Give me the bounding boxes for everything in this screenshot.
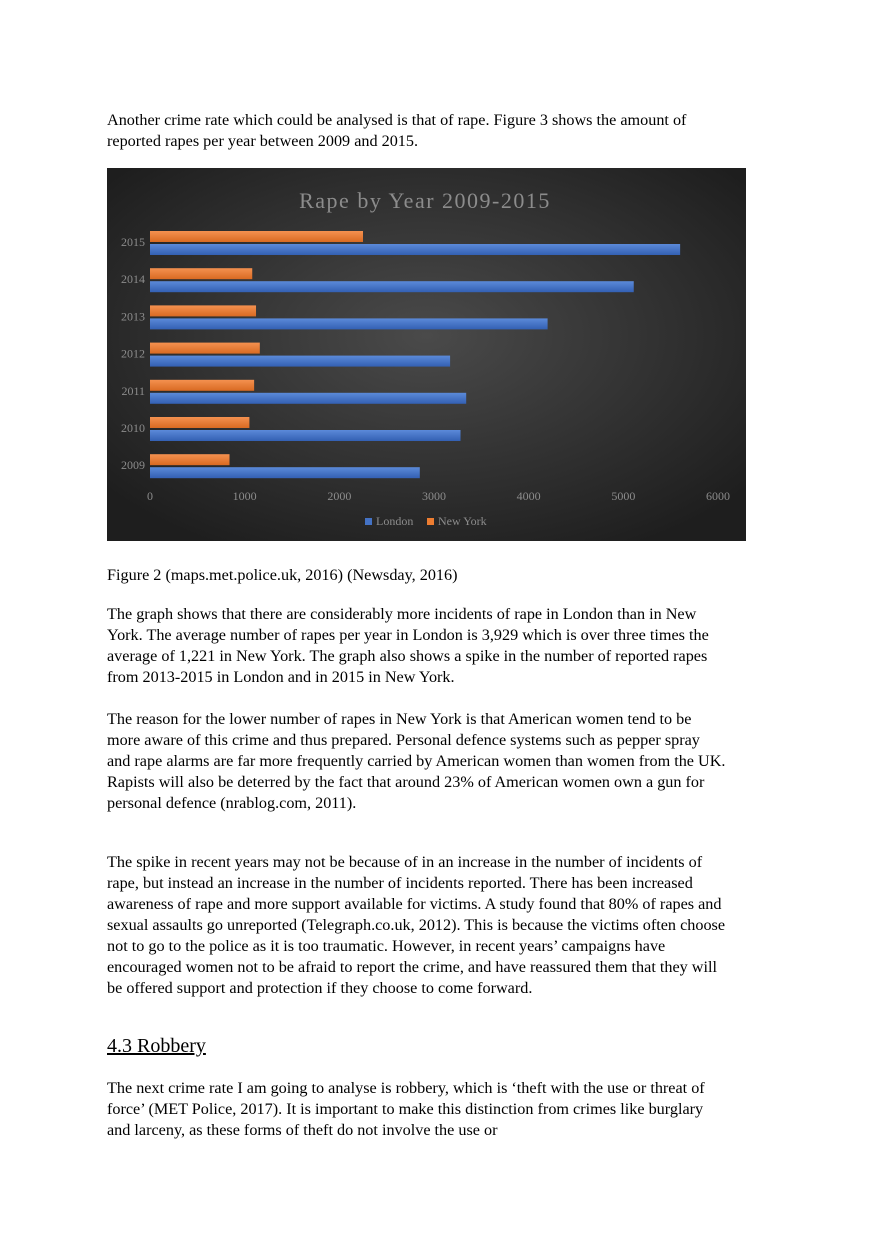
intro-paragraph: Another crime rate which could be analysed is that of rape. Figure 3 shows the amount of reported rapes per year between 2009 and 2015. <box>107 111 687 150</box>
section-heading-text: 4.3 Robbery <box>107 1035 206 1057</box>
bar-london-2012 <box>150 356 450 367</box>
analysis-paragraph-1: The graph shows that there are considerably more incidents of rape in London than in New York. The average number of rapes per year in London is 3,929 which is over three times the average of 1,221 in New York. The graph also shows a spike in the number of reported rapes from 2013-2015 in London and in 2015 in New York. <box>107 605 709 686</box>
bar-london-2015 <box>150 244 680 255</box>
bar-london-2014 <box>150 281 634 292</box>
x-tick-label: 5000 <box>611 489 636 503</box>
legend-label-london: London <box>376 514 414 528</box>
y-tick-label: 2014 <box>121 272 145 287</box>
bar-new-york-2009 <box>150 454 230 465</box>
robbery-paragraph: The next crime rate I am going to analyse is robbery, which is ‘theft with the use or threat of force’ (MET Police, 2017). It is important to make this distinction from crimes like burglary and larceny, as these forms of theft do not involve the use or <box>107 1079 705 1139</box>
legend-swatch-new-york <box>427 518 434 525</box>
bar-london-2009 <box>150 467 420 478</box>
analysis-paragraph-3: The spike in recent years may not be because of in an increase in the number of incidents of rape, but instead an increase in the number of incidents reported. There has been increased awareness of rape and more support available for victims. A study found that 80% of rapes and sexual assaults go unreported (Telegraph.co.uk, 2012). This is because the victims often choose not to go to the police as it is too traumatic. However, in recent years’ campaigns have encouraged women not to be afraid to report the crime, and have reassured them that they will be offered support and protection if they choose to come forward. <box>107 853 726 997</box>
x-tick-label: 2000 <box>327 489 352 503</box>
y-tick-label: 2015 <box>121 235 145 249</box>
chart-title: Rape by Year 2009-2015 <box>299 188 551 213</box>
x-tick-label: 0 <box>147 489 153 503</box>
bar-new-york-2012 <box>150 343 260 354</box>
bar-new-york-2013 <box>150 305 256 316</box>
bar-london-2013 <box>150 318 548 329</box>
chart-background <box>107 168 746 541</box>
x-tick-label: 1000 <box>232 489 257 503</box>
chart-canvas <box>107 168 746 541</box>
section-heading <box>107 1034 230 1058</box>
y-tick-label: 2012 <box>121 346 145 361</box>
bar-new-york-2014 <box>150 268 252 279</box>
analysis-paragraph-2: The reason for the lower number of rapes in New York is that American women tend to be more aware of this crime and thus prepared. Personal defence systems such as pepper spray and rape alarms are far more frequently carried by American women than women from the UK. Rapists will also be deterred by the fact that around 23% of American women own a gun for personal defence (nrablog.com, 2011). <box>107 710 726 812</box>
rape-by-year-chart <box>107 168 746 541</box>
bar-new-york-2011 <box>150 380 254 391</box>
bar-new-york-2010 <box>150 417 249 428</box>
x-tick-label: 4000 <box>516 489 541 503</box>
y-tick-label: 2009 <box>121 458 145 473</box>
legend-label-new-york: New York <box>438 514 487 528</box>
y-tick-label: 2011 <box>121 383 145 398</box>
bar-london-2011 <box>150 393 466 404</box>
y-tick-label: 2010 <box>121 421 145 435</box>
x-tick-label: 6000 <box>706 489 730 503</box>
legend-swatch-london <box>365 518 372 525</box>
bar-new-york-2015 <box>150 231 363 242</box>
bar-london-2010 <box>150 430 461 441</box>
x-tick-label: 3000 <box>422 489 446 503</box>
figure-caption: Figure 2 (maps.met.police.uk, 2016) (Newsday, 2016) <box>107 566 458 584</box>
y-tick-label: 2013 <box>121 309 145 324</box>
